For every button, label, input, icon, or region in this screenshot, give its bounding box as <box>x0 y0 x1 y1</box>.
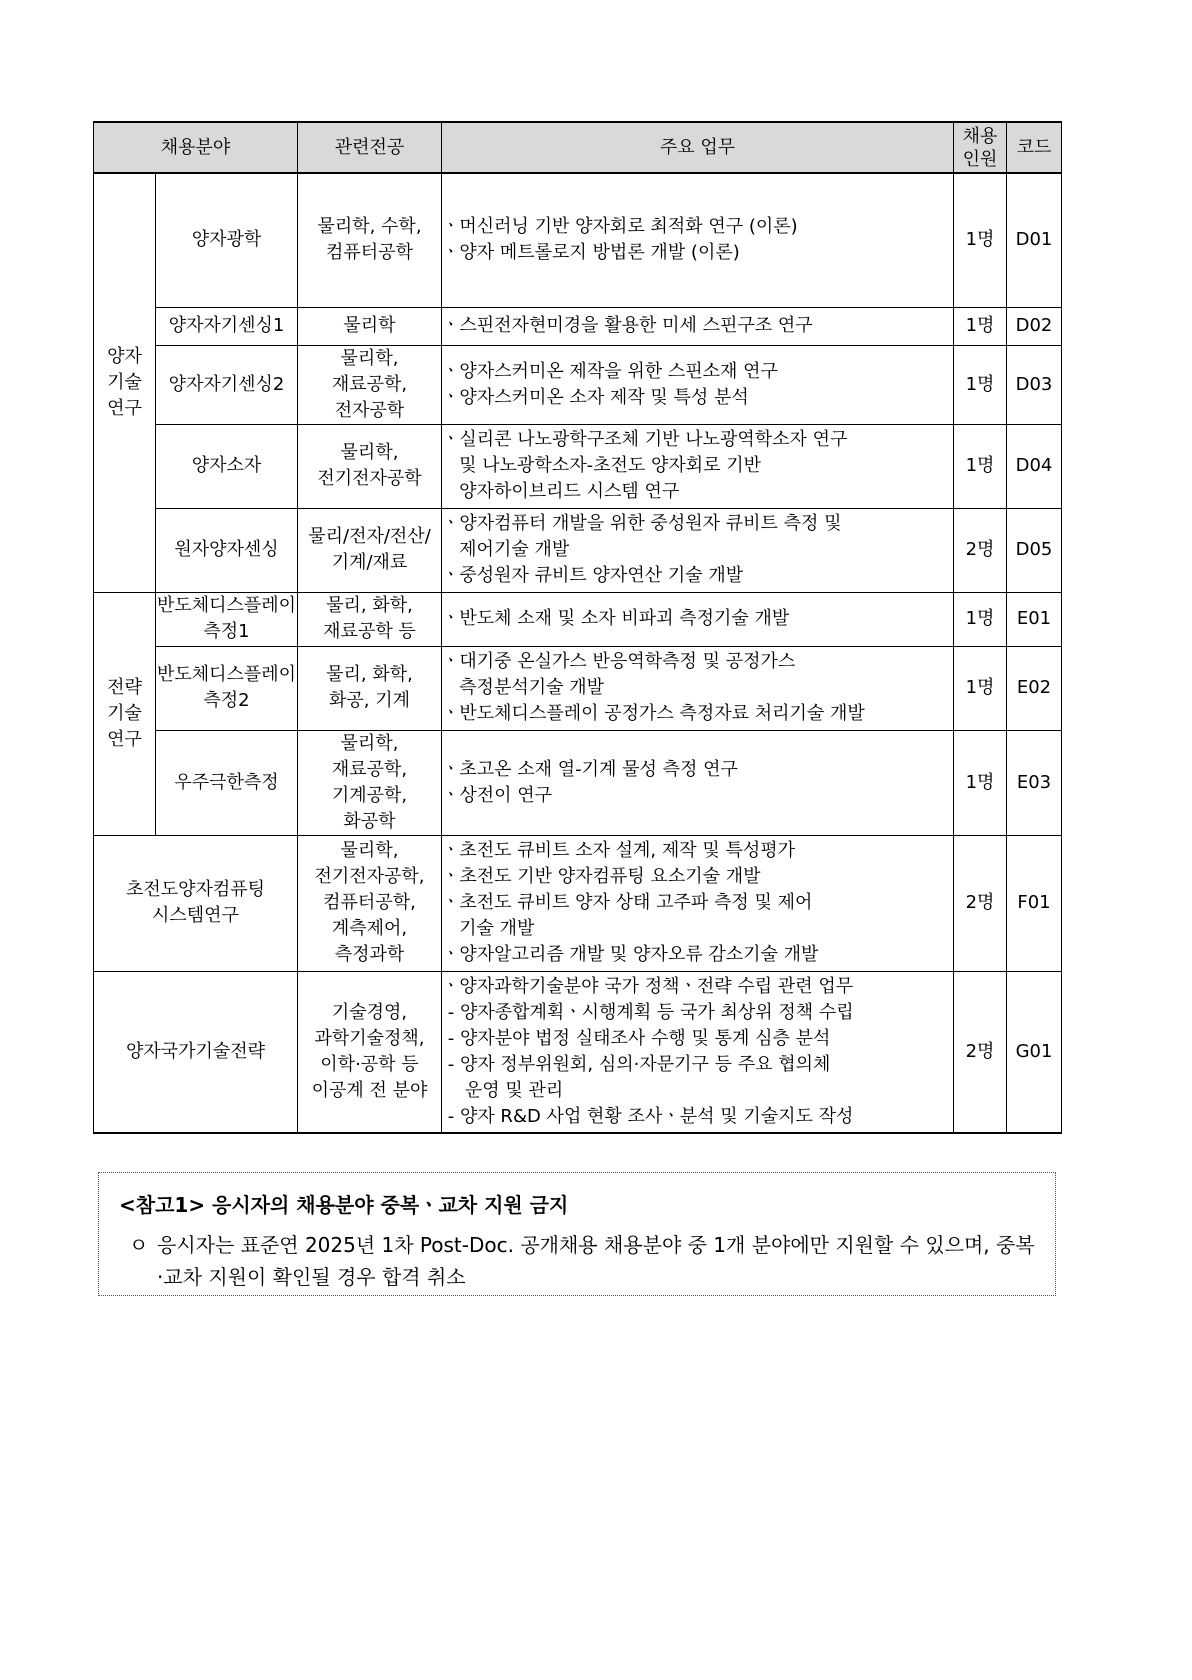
duty-item: ㆍ중성원자 큐비트 양자연산 기술 개발 <box>442 565 744 586</box>
duty-item: ㆍ양자 메트롤로지 방법론 개발 (이론) <box>442 242 740 264</box>
field-cell: 양자자기센싱2 <box>156 345 298 424</box>
table-row <box>94 646 1062 730</box>
major-cell: 물리학, 전기전자공학, 컴퓨터공학, 계측제어, 측정과학 <box>298 835 442 971</box>
code-cell: D01 <box>1007 173 1062 307</box>
table-row <box>94 835 1062 971</box>
duty-item: ㆍ초전도 큐비트 양자 상태 고주파 측정 및 제어 <box>442 892 813 913</box>
field-cell: 양자자기센싱1 <box>156 307 298 345</box>
major-cell: 물리학, 재료공학, 전자공학 <box>298 345 442 424</box>
code-cell: D02 <box>1007 307 1062 345</box>
duty-item: ㆍ초전도 큐비트 소자 설계, 제작 및 특성평가 <box>442 840 796 861</box>
field-cell: 반도체디스플레이 측정2 <box>156 646 298 730</box>
field-cell: 우주극한측정 <box>156 730 298 835</box>
headcount-cell: 2명 <box>954 971 1007 1133</box>
header-field: 채용분야 <box>94 122 298 173</box>
table-row <box>94 307 1062 345</box>
major-cell: 물리학, 전기전자공학 <box>298 424 442 508</box>
table-row <box>94 508 1062 592</box>
reference-note-box <box>98 1172 1056 1296</box>
duties-cell <box>442 173 954 307</box>
duty-item: - 양자종합계획ㆍ시행계획 등 국가 최상위 정책 수립 <box>442 1001 854 1023</box>
duties-cell <box>442 592 954 646</box>
field-cell: 양자광학 <box>156 173 298 307</box>
duty-item: ㆍ초고온 소재 열-기계 물성 측정 연구 <box>442 758 738 780</box>
major-cell: 물리학, 재료공학, 기계공학, 화공학 <box>298 730 442 835</box>
field-cell: 원자양자센싱 <box>156 508 298 592</box>
duty-item: ㆍ스핀전자현미경을 활용한 미세 스핀구조 연구 <box>442 315 813 336</box>
duty-item: ㆍ대기중 온실가스 반응역학측정 및 공정가스 <box>442 651 796 672</box>
note-title: <참고1> 응시자의 채용분야 중복ㆍ교차 지원 금지 <box>119 1193 569 1217</box>
duty-item: ㆍ실리콘 나노광학구조체 기반 나노광역학소자 연구 <box>442 429 848 450</box>
headcount-cell: 1명 <box>954 646 1007 730</box>
duty-item: ㆍ양자스커미온 제작을 위한 스핀소재 연구 <box>442 360 778 382</box>
table-header-row <box>94 122 1062 173</box>
duty-item: 기술 개발 <box>442 918 535 939</box>
header-duties: 주요 업무 <box>442 122 954 173</box>
duty-item: 및 나노광학소자-초전도 양자회로 기반 <box>442 455 762 476</box>
major-cell: 물리, 화학, 화공, 기계 <box>298 646 442 730</box>
duty-item: ㆍ양자컴퓨터 개발을 위한 중성원자 큐비트 측정 및 <box>442 513 842 534</box>
code-cell: D05 <box>1007 508 1062 592</box>
duty-item: ㆍ머신러닝 기반 양자회로 최적화 연구 (이론) <box>442 216 798 238</box>
table-row <box>94 592 1062 646</box>
note-bullet: ㅇ <box>129 1233 149 1257</box>
duties-cell <box>442 307 954 345</box>
header-code: 코드 <box>1007 122 1062 173</box>
duty-item: 측정분석기술 개발 <box>442 677 604 698</box>
headcount-cell: 2명 <box>954 508 1007 592</box>
table-body <box>94 173 1062 1133</box>
duty-item: 운영 및 관리 <box>442 1079 564 1101</box>
duties-cell <box>442 835 954 971</box>
headcount-cell: 1명 <box>954 345 1007 424</box>
major-cell: 물리학, 수학, 컴퓨터공학 <box>298 173 442 307</box>
recruitment-table <box>93 121 1062 1134</box>
headcount-cell: 2명 <box>954 835 1007 971</box>
duty-item: ㆍ반도체 소재 및 소자 비파괴 측정기술 개발 <box>442 608 790 629</box>
duty-item: 양자하이브리드 시스템 연구 <box>442 481 680 502</box>
field-cell: 초전도양자컴퓨팅 시스템연구 <box>94 835 298 971</box>
header-major: 관련전공 <box>298 122 442 173</box>
major-cell: 물리학 <box>298 307 442 345</box>
field-cell: 양자국가기술전략 <box>94 971 298 1133</box>
duties-cell <box>442 730 954 835</box>
headcount-cell: 1명 <box>954 424 1007 508</box>
major-cell: 기술경영, 과학기술정책, 이학·공학 등 이공계 전 분야 <box>298 971 442 1133</box>
major-cell: 물리, 화학, 재료공학 등 <box>298 592 442 646</box>
duties-cell <box>442 971 954 1133</box>
duty-item: ㆍ상전이 연구 <box>442 784 553 806</box>
code-cell: D03 <box>1007 345 1062 424</box>
major-cell: 물리/전자/전산/ 기계/재료 <box>298 508 442 592</box>
duty-item: ㆍ반도체디스플레이 공정가스 측정자료 처리기술 개발 <box>442 703 865 724</box>
duty-item: ㆍ양자스커미온 소자 제작 및 특성 분석 <box>442 386 749 408</box>
table-row <box>94 424 1062 508</box>
headcount-cell: 1명 <box>954 173 1007 307</box>
duty-item: ㆍ양자알고리즘 개발 및 양자오류 감소기술 개발 <box>442 944 819 965</box>
duties-cell <box>442 345 954 424</box>
header-headcount: 채용 인원 <box>954 122 1007 173</box>
code-cell: G01 <box>1007 971 1062 1133</box>
code-cell: E02 <box>1007 646 1062 730</box>
code-cell: D04 <box>1007 424 1062 508</box>
duty-item: ㆍ초전도 기반 양자컴퓨팅 요소기술 개발 <box>442 866 761 887</box>
duties-cell <box>442 424 954 508</box>
headcount-cell: 1명 <box>954 307 1007 345</box>
group-strategic-tech: 전략 기술 연구 <box>94 592 156 835</box>
duty-item: ㆍ양자과학기술분야 국가 정책ㆍ전략 수립 관련 업무 <box>442 975 854 997</box>
group-quantum-tech: 양자 기술 연구 <box>94 173 156 592</box>
code-cell: E01 <box>1007 592 1062 646</box>
duty-item: - 양자 정부위원회, 심의·자문기구 등 주요 협의체 <box>442 1053 831 1075</box>
duty-item: - 양자분야 법정 실태조사 수행 및 통계 심층 분석 <box>442 1027 831 1049</box>
field-cell: 반도체디스플레이 측정1 <box>156 592 298 646</box>
duties-cell <box>442 646 954 730</box>
table-row <box>94 971 1062 1133</box>
table-row <box>94 730 1062 835</box>
table-row <box>94 345 1062 424</box>
duty-item: 제어기술 개발 <box>442 539 570 560</box>
headcount-cell: 1명 <box>954 592 1007 646</box>
code-cell: F01 <box>1007 835 1062 971</box>
note-text: 응시자는 표준연 2025년 1차 Post-Doc. 공개채용 채용분야 중 1개 분야에만 지원할 수 있으며, 중복·교차 지원이 확인될 경우 합격 취소 <box>157 1233 1035 1289</box>
duties-cell <box>442 508 954 592</box>
code-cell: E03 <box>1007 730 1062 835</box>
table-row <box>94 173 1062 307</box>
field-cell: 양자소자 <box>156 424 298 508</box>
headcount-cell: 1명 <box>954 730 1007 835</box>
duty-item: - 양자 R&D 사업 현황 조사ㆍ분석 및 기술지도 작성 <box>442 1105 854 1127</box>
